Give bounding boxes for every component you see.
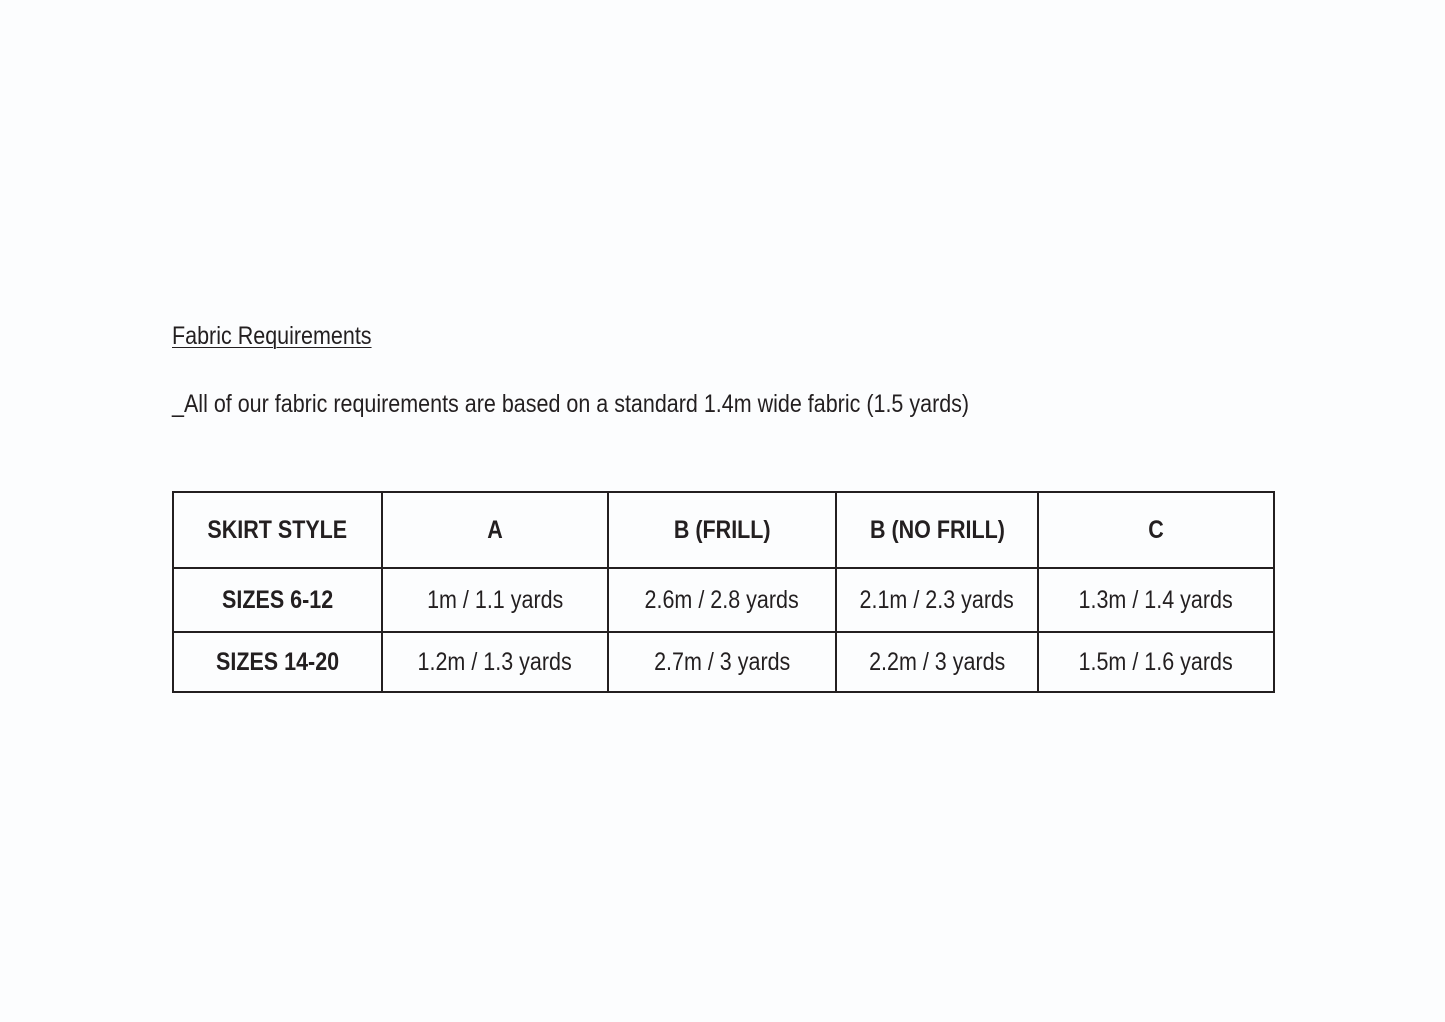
table-row (173, 632, 1274, 692)
table-cell: 1.3m / 1.4 yards (1038, 568, 1274, 632)
row-label-sizes-6-12: SIZES 6-12 (173, 568, 382, 632)
table-header-row (173, 492, 1274, 568)
table-cell: 2.6m / 2.8 yards (608, 568, 836, 632)
header-style-a: A (382, 492, 608, 568)
table-cell: 2.1m / 2.3 yards (836, 568, 1038, 632)
table-cell: 1m / 1.1 yards (382, 568, 608, 632)
header-style-b-no-frill: B (NO FRILL) (836, 492, 1038, 568)
table-cell: 1.5m / 1.6 yards (1038, 632, 1274, 692)
table-cell: 2.7m / 3 yards (608, 632, 836, 692)
header-skirt-style: SKIRT STYLE (173, 492, 382, 568)
header-style-c: C (1038, 492, 1274, 568)
table-cell: 1.2m / 1.3 yards (382, 632, 608, 692)
page-heading: Fabric Requirements (172, 322, 372, 350)
fabric-width-note: _All of our fabric requirements are based on a standard 1.4m wide fabric (1.5 yards) (172, 390, 970, 418)
header-style-b-frill: B (FRILL) (608, 492, 836, 568)
table-row (173, 568, 1274, 632)
row-label-sizes-14-20: SIZES 14-20 (173, 632, 382, 692)
fabric-requirements-table (172, 491, 1275, 693)
table-cell: 2.2m / 3 yards (836, 632, 1038, 692)
